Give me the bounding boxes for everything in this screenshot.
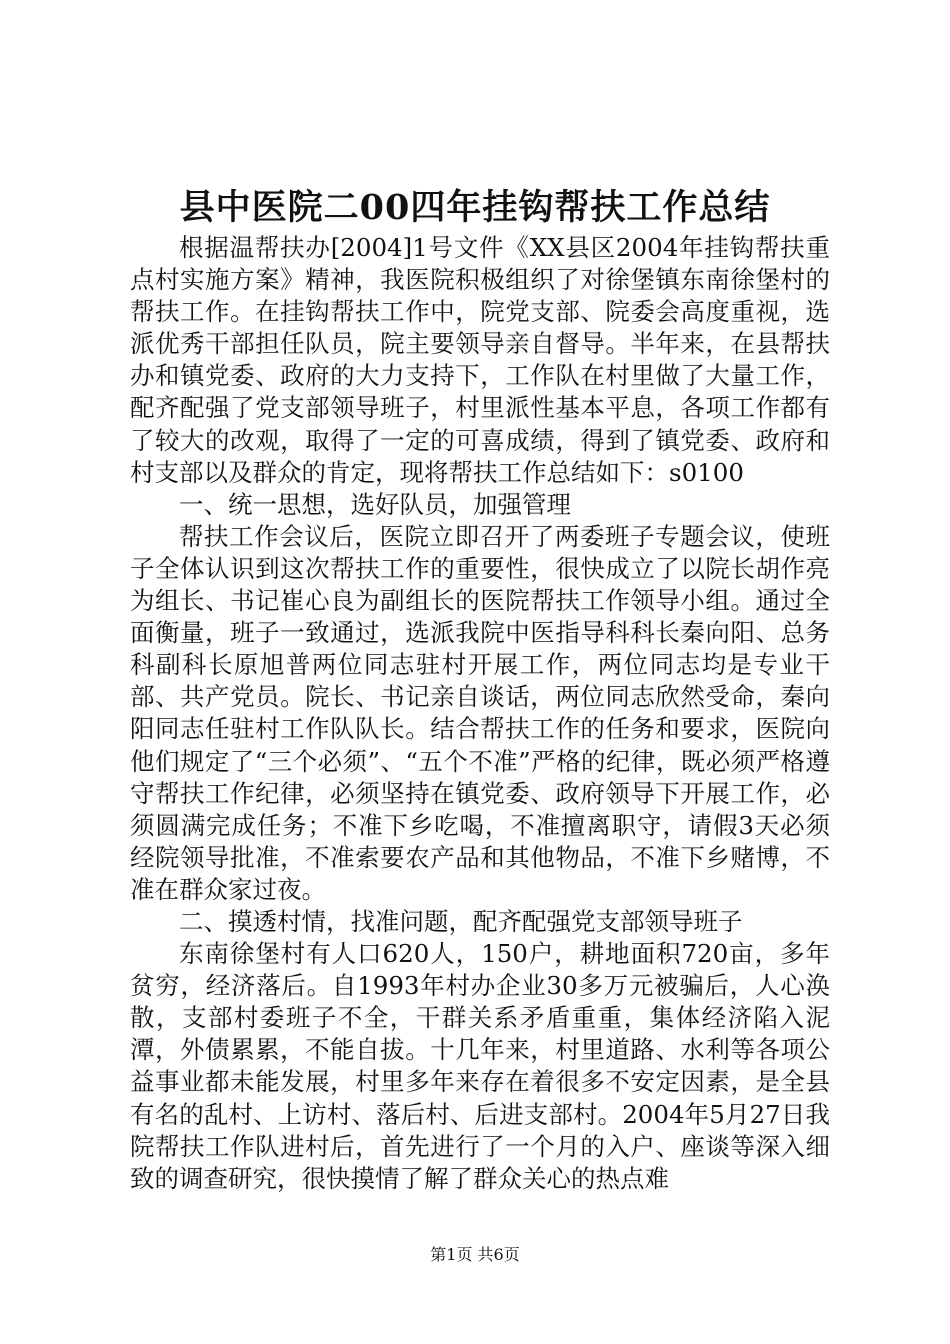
section-2-paragraph: 东南徐堡村有人口620人，150户，耕地面积720亩，多年贫穷，经济落后。自1993年村办企业30多万元被骗后，人心涣散，支部村委班子不全，干群关系矛盾重重，集体经济陷入泥潭，外债累累，不能自拔。十几年来，村里道路、水利等各项公益事业都未能发展，村里多年来存在着很多不安定因素，是全县有名的乱村、上访村、落后村、后进支部村。2004年5月27日我院帮扶工作队进村后，首先进行了一个月的入户、座谈等深入细致的调查研究，很快摸情了解了群众关心的热点难 <box>130 939 830 1193</box>
section-heading-1: 一、统一思想，选好队员，加强管理 <box>179 489 571 519</box>
page-number-footer: 第1页 共6页 <box>430 1245 520 1264</box>
document-body <box>130 232 830 1195</box>
document-title: 县中医院二00四年挂钩帮扶工作总结 <box>179 187 771 228</box>
section-1-paragraph: 帮扶工作会议后，医院立即召开了两委班子专题会议，使班子全体认识到这次帮扶工作的重要性，很快成立了以院长胡作亮为组长、书记崔心良为副组长的医院帮扶工作领导小组。通过全面衡量，班子一致通过，选派我院中医指导科科长秦向阳、总务科副科长原旭普两位同志驻村开展工作，两位同志均是专业干部、共产党员。院长、书记亲自谈话，两位同志欣然受命，秦向阳同志任驻村工作队队长。结合帮扶工作的任务和要求，医院向他们规定了“三个必须”、“五个不准”严格的纪律，既必须严格遵守帮扶工作纪律，必须坚持在镇党委、政府领导下开展工作，必须圆满完成任务；不准下乡吃喝，不准擅离职守，请假3天必须经院领导批准，不准索要农产品和其他物品，不准下乡赌博，不准在群众家过夜。 <box>130 521 830 904</box>
section-heading-2: 二、摸透村情，找准问题，配齐配强党支部领导班子 <box>179 906 743 936</box>
intro-paragraph: 根据温帮扶办[2004]1号文件《XX县区2004年挂钩帮扶重点村实施方案》精神，我医院积极组织了对徐堡镇东南徐堡村的帮扶工作。在挂钩帮扶工作中，院党支部、院委会高度重视，选派优秀干部担任队员，院主要领导亲自督导。半年来，在县帮扶办和镇党委、政府的大力支持下，工作队在村里做了大量工作，配齐配强了党支部领导班子，村里派性基本平息，各项工作都有了较大的改观，取得了一定的可喜成绩，得到了镇党委、政府和村支部以及群众的肯定，现将帮扶工作总结如下：s0100 <box>130 233 830 487</box>
